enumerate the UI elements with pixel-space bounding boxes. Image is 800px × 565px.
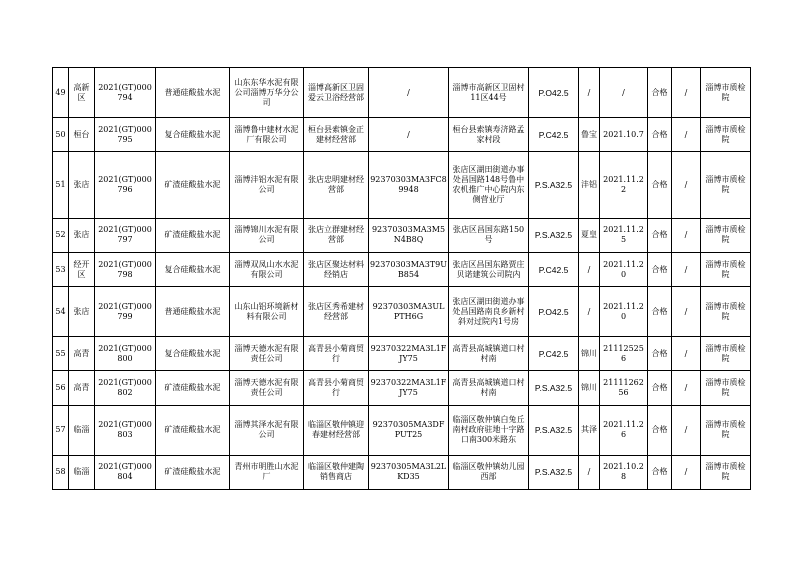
testing-agency-cell: 淄博市质检院 — [701, 253, 751, 287]
production-date-cell: 2111126256 — [600, 371, 648, 405]
manufacturer-cell: 淄博天德水泥有限责任公司 — [230, 337, 304, 371]
table-row — [53, 68, 751, 118]
specification-cell: P.O42.5 — [529, 68, 579, 118]
failed-item-cell: / — [672, 371, 701, 405]
production-date-cell: 2021.11.20 — [600, 253, 648, 287]
product-name-cell: 普通硅酸盐水泥 — [156, 68, 230, 118]
result-cell: 合格 — [648, 218, 672, 252]
brand-cell: / — [579, 287, 600, 337]
production-date-cell: 2021.10.7 — [600, 118, 648, 152]
testing-agency-cell: 淄博市质检院 — [701, 68, 751, 118]
seller-cell: 张店忠明建材经营部 — [304, 152, 369, 219]
credit-code-cell: 92370303MA3ULPTH6G — [369, 287, 449, 337]
seller-address-cell: 淄博市高新区卫固村11区44号 — [449, 68, 529, 118]
manufacturer-cell: 淄博沣铝水泥有限公司 — [230, 152, 304, 219]
product-name-cell: 矿渣硅酸盐水泥 — [156, 455, 230, 489]
sample-code-cell: 2021(GT)000795 — [95, 118, 156, 152]
product-name-cell: 矿渣硅酸盐水泥 — [156, 371, 230, 405]
seller-cell: 临淄区敬仲建陶销售商店 — [304, 455, 369, 489]
product-name-cell: 矿渣硅酸盐水泥 — [156, 152, 230, 219]
manufacturer-cell: 淄博锦川水泥有限公司 — [230, 218, 304, 252]
table-row — [53, 405, 751, 455]
sample-code-cell: 2021(GT)000799 — [95, 287, 156, 337]
table-row — [53, 118, 751, 152]
manufacturer-cell: 淄博双凤山水水泥有限公司 — [230, 253, 304, 287]
testing-agency-cell: 淄博市质检院 — [701, 455, 751, 489]
seller-cell: 高青县小菊商贸行 — [304, 337, 369, 371]
row-number: 55 — [53, 337, 69, 371]
result-cell: 合格 — [648, 455, 672, 489]
district-cell: 张店 — [69, 152, 95, 219]
result-cell: 合格 — [648, 405, 672, 455]
table-row — [53, 152, 751, 219]
testing-agency-cell: 淄博市质检院 — [701, 118, 751, 152]
credit-code-cell: 92370303MA3M5N4B8Q — [369, 218, 449, 252]
failed-item-cell: / — [672, 118, 701, 152]
table-row — [53, 455, 751, 489]
table-row — [53, 337, 751, 371]
testing-agency-cell: 淄博市质检院 — [701, 218, 751, 252]
row-number: 52 — [53, 218, 69, 252]
seller-address-cell: 张店区湖田街道办事处昌国路148号鲁中农机推广中心院内东侧营业厅 — [449, 152, 529, 219]
result-cell: 合格 — [648, 118, 672, 152]
testing-agency-cell: 淄博市质检院 — [701, 152, 751, 219]
failed-item-cell: / — [672, 152, 701, 219]
row-number: 53 — [53, 253, 69, 287]
result-cell: 合格 — [648, 371, 672, 405]
brand-cell: / — [579, 253, 600, 287]
sample-code-cell: 2021(GT)000802 — [95, 371, 156, 405]
product-name-cell: 复合硅酸盐水泥 — [156, 253, 230, 287]
seller-cell: 张店立群建材经营部 — [304, 218, 369, 252]
seller-address-cell: 张店区湖田街道办事处昌国路南良乡新村斜对过院内1号房 — [449, 287, 529, 337]
brand-cell: 锦川 — [579, 371, 600, 405]
seller-cell: 桓台县索镇金正建材经营部 — [304, 118, 369, 152]
table-row — [53, 218, 751, 252]
production-date-cell: 2021.11.26 — [600, 405, 648, 455]
brand-cell: / — [579, 455, 600, 489]
credit-code-cell: 92370305MA3DFPUT25 — [369, 405, 449, 455]
specification-cell: P.O42.5 — [529, 287, 579, 337]
production-date-cell: 2021.11.22 — [600, 152, 648, 219]
specification-cell: P.S.A32.5 — [529, 152, 579, 219]
testing-agency-cell: 淄博市质检院 — [701, 405, 751, 455]
district-cell: 临淄 — [69, 455, 95, 489]
product-name-cell: 普通硅酸盐水泥 — [156, 287, 230, 337]
seller-cell: 高青县小菊商贸行 — [304, 371, 369, 405]
manufacturer-cell: 青州市明胜山水泥厂 — [230, 455, 304, 489]
testing-agency-cell: 淄博市质检院 — [701, 337, 751, 371]
credit-code-cell: 92370305MA3L2LKD35 — [369, 455, 449, 489]
seller-address-cell: 桓台县索镇寿济路孟家村段 — [449, 118, 529, 152]
specification-cell: P.C42.5 — [529, 253, 579, 287]
sample-code-cell: 2021(GT)000796 — [95, 152, 156, 219]
testing-agency-cell: 淄博市质检院 — [701, 371, 751, 405]
brand-cell: 其泽 — [579, 405, 600, 455]
result-cell: 合格 — [648, 253, 672, 287]
brand-cell: / — [579, 68, 600, 118]
seller-address-cell: 高青县高城镇道口村村南 — [449, 371, 529, 405]
district-cell: 张店 — [69, 287, 95, 337]
seller-cell: 张店区秀希建材经营部 — [304, 287, 369, 337]
manufacturer-cell: 山东山铝环境新材料有限公司 — [230, 287, 304, 337]
credit-code-cell: 92370303MA3T9UB854 — [369, 253, 449, 287]
result-cell: 合格 — [648, 152, 672, 219]
production-date-cell: 2021.11.20 — [600, 287, 648, 337]
brand-cell: 锦川 — [579, 337, 600, 371]
seller-cell: 临淄区敬仲镇迎春建材经营部 — [304, 405, 369, 455]
production-date-cell: 211125256 — [600, 337, 648, 371]
credit-code-cell: / — [369, 118, 449, 152]
failed-item-cell: / — [672, 455, 701, 489]
sample-code-cell: 2021(GT)000804 — [95, 455, 156, 489]
seller-address-cell: 高青县高城镇道口村村南 — [449, 337, 529, 371]
credit-code-cell: 92370322MA3L1FJY75 — [369, 371, 449, 405]
row-number: 57 — [53, 405, 69, 455]
product-name-cell: 矿渣硅酸盐水泥 — [156, 218, 230, 252]
credit-code-cell: / — [369, 68, 449, 118]
production-date-cell: / — [600, 68, 648, 118]
production-date-cell: 2021.10.28 — [600, 455, 648, 489]
row-number: 58 — [53, 455, 69, 489]
brand-cell: 夏皇 — [579, 218, 600, 252]
district-cell: 桓台 — [69, 118, 95, 152]
district-cell: 高青 — [69, 371, 95, 405]
result-cell: 合格 — [648, 68, 672, 118]
seller-address-cell: 张店区昌国东路150号 — [449, 218, 529, 252]
product-name-cell: 复合硅酸盐水泥 — [156, 118, 230, 152]
manufacturer-cell: 淄博鲁中建材水泥厂有限公司 — [230, 118, 304, 152]
seller-address-cell: 临淄区敬仲镇幼儿园西部 — [449, 455, 529, 489]
sample-code-cell: 2021(GT)000794 — [95, 68, 156, 118]
credit-code-cell: 92370303MA3FC89948 — [369, 152, 449, 219]
table-row — [53, 371, 751, 405]
sample-code-cell: 2021(GT)000798 — [95, 253, 156, 287]
specification-cell: P.S.A32.5 — [529, 405, 579, 455]
seller-cell: 淄博高新区卫固爱云卫浴经营部 — [304, 68, 369, 118]
sample-code-cell: 2021(GT)000803 — [95, 405, 156, 455]
testing-agency-cell: 淄博市质检院 — [701, 287, 751, 337]
district-cell: 张店 — [69, 218, 95, 252]
brand-cell: 鲁宝 — [579, 118, 600, 152]
production-date-cell: 2021.11.25 — [600, 218, 648, 252]
sample-code-cell: 2021(GT)000800 — [95, 337, 156, 371]
district-cell: 高新区 — [69, 68, 95, 118]
failed-item-cell: / — [672, 337, 701, 371]
row-number: 56 — [53, 371, 69, 405]
product-name-cell: 矿渣硅酸盐水泥 — [156, 405, 230, 455]
sample-code-cell: 2021(GT)000797 — [95, 218, 156, 252]
credit-code-cell: 92370322MA3L1FJY75 — [369, 337, 449, 371]
seller-address-cell: 临淄区敬仲镇白兔丘南村政府驻地十字路口南300米路东 — [449, 405, 529, 455]
result-cell: 合格 — [648, 287, 672, 337]
row-number: 54 — [53, 287, 69, 337]
district-cell: 临淄 — [69, 405, 95, 455]
seller-address-cell: 张店区昌国东路贾庄贝诺建筑公司院内 — [449, 253, 529, 287]
failed-item-cell: / — [672, 253, 701, 287]
specification-cell: P.S.A32.5 — [529, 455, 579, 489]
failed-item-cell: / — [672, 405, 701, 455]
specification-cell: P.S.A32.5 — [529, 371, 579, 405]
product-name-cell: 复合硅酸盐水泥 — [156, 337, 230, 371]
district-cell: 高青 — [69, 337, 95, 371]
failed-item-cell: / — [672, 287, 701, 337]
sampling-results-table — [52, 67, 751, 490]
manufacturer-cell: 山东东华水泥有限公司淄博万华分公司 — [230, 68, 304, 118]
seller-cell: 张店区聚达材料经销店 — [304, 253, 369, 287]
row-number: 50 — [53, 118, 69, 152]
row-number: 49 — [53, 68, 69, 118]
manufacturer-cell: 淄博天德水泥有限责任公司 — [230, 371, 304, 405]
specification-cell: P.C42.5 — [529, 337, 579, 371]
specification-cell: P.C42.5 — [529, 118, 579, 152]
manufacturer-cell: 淄博其泽水泥有限公司 — [230, 405, 304, 455]
brand-cell: 沣铝 — [579, 152, 600, 219]
row-number: 51 — [53, 152, 69, 219]
result-cell: 合格 — [648, 337, 672, 371]
table-body — [53, 68, 751, 490]
failed-item-cell: / — [672, 68, 701, 118]
failed-item-cell: / — [672, 218, 701, 252]
table-row — [53, 287, 751, 337]
district-cell: 经开区 — [69, 253, 95, 287]
table-row — [53, 253, 751, 287]
specification-cell: P.S.A32.5 — [529, 218, 579, 252]
